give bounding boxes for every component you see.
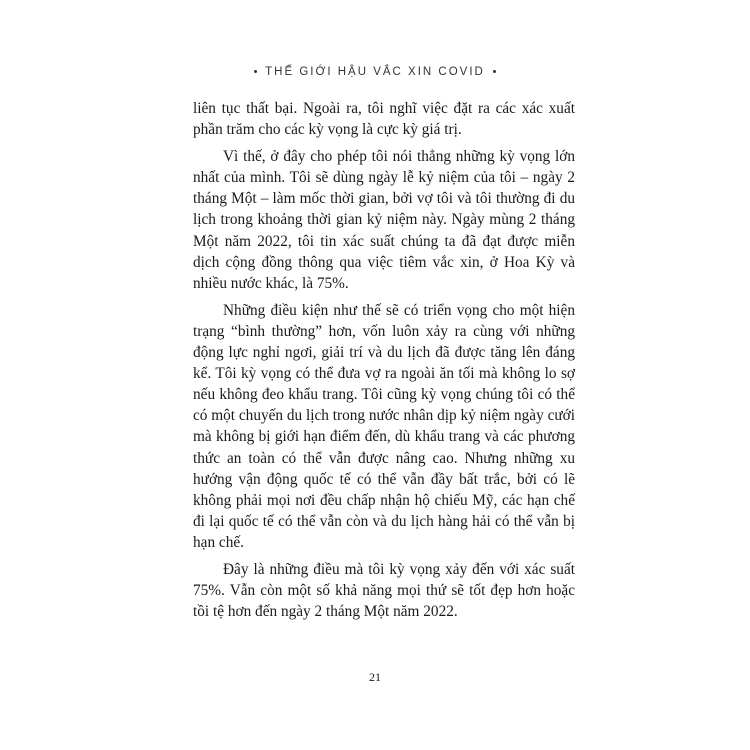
running-header xyxy=(0,66,750,78)
running-title: THẾ GIỚI HẬU VẮC XIN COVID xyxy=(265,66,485,78)
paragraph-1: liên tục thất bại. Ngoài ra, tôi nghĩ việc đặt ra các xác xuất phần trăm cho các kỳ vọng là cực kỳ giá trị. xyxy=(193,100,575,139)
paragraph-4: Đây là những điều mà tôi kỳ vọng xảy đến với xác suất 75%. Vẫn còn một số khả năng mọi thứ sẽ tốt đẹp hơn hoặc tồi tệ hơn đến ngày 2 tháng Một năm 2022. xyxy=(193,560,575,621)
bullet-dot-left xyxy=(254,70,257,73)
bullet-dot-right xyxy=(493,70,496,73)
page-number: 21 xyxy=(369,670,381,684)
body-text xyxy=(193,98,575,622)
paragraph-3: Những điều kiện như thế sẽ có triển vọng cho một hiện trạng “bình thường” hơn, vốn luôn xảy ra cùng với những động lực nghỉ ngơi, giải trí và du lịch đã được tăng lên đáng kể. Tôi kỳ vọng có thể đưa vợ ra ngoài ăn tối mà không lo sợ nếu không đeo khẩu trang. Tôi cũng kỳ vọng chúng tôi có thể có một chuyến du lịch trong nước nhân dịp kỷ niệm ngày cưới mà không bị giới hạn điểm đến, dù khẩu trang và các phương thức an toàn có thể vẫn được nâng cao. Nhưng những xu hướng vận động quốc tế có thể vẫn đầy bất trắc, bởi có lẽ không phải mọi nơi đều chấp nhận hộ chiếu Mỹ, các hạn chế đi lại quốc tế có thể vẫn còn và du lịch hàng hải có thể vẫn bị hạn chế. xyxy=(193,301,575,551)
paragraph-2: Vì thế, ở đây cho phép tôi nói thẳng những kỳ vọng lớn nhất của mình. Tôi sẽ dùng ngày lễ kỷ niệm của tôi – ngày 2 tháng Một – làm mốc thời gian, bởi vợ tôi và tôi thường đi du lịch trong khoảng thời gian kỷ niệm này. Ngày mùng 2 tháng Một năm 2022, tôi tin xác suất chúng ta đã đạt được miễn dịch cộng đồng thông qua việc tiêm vắc xin, ở Hoa Kỳ và nhiều nước khác, là 75%. xyxy=(193,148,575,292)
